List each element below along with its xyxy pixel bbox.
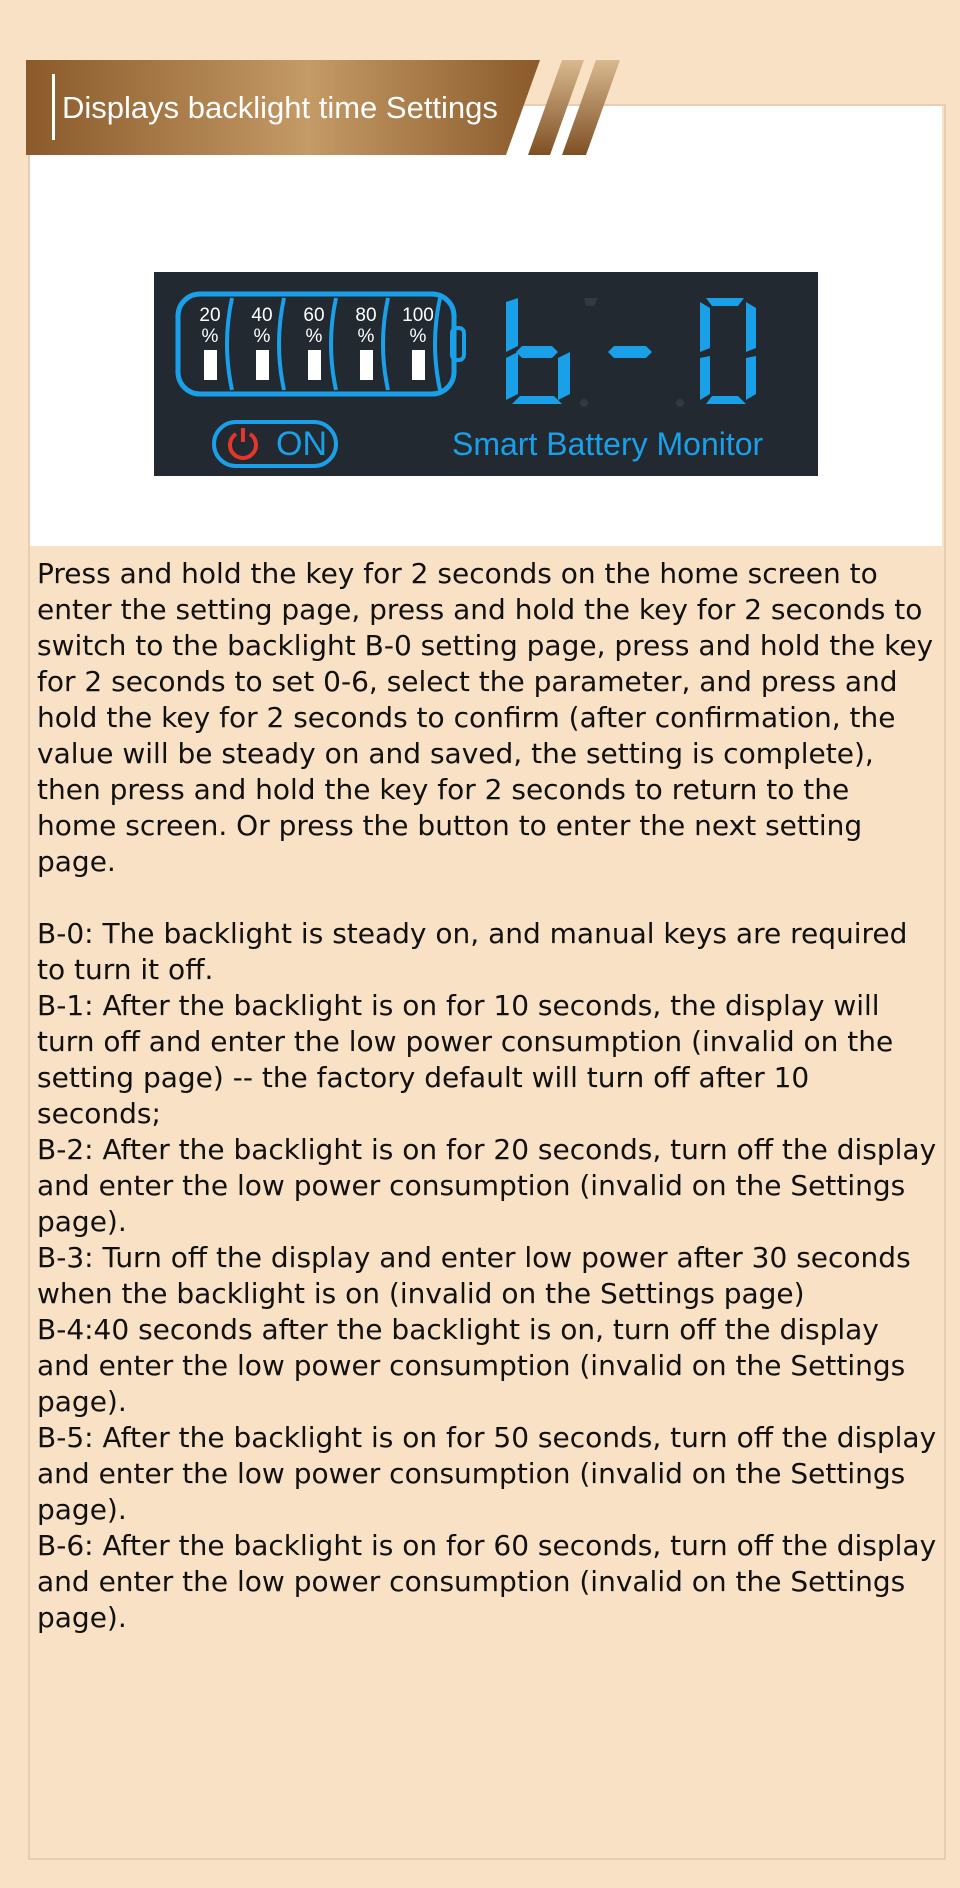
battery-monitor-display xyxy=(154,272,818,476)
brand-label: Smart Battery Monitor xyxy=(452,426,764,462)
intro-paragraph: Press and hold the key for 2 seconds on the home screen to enter the setting page, press and hold the key for 2 seconds to switch to the backlight B-0 setting page, press and hold the key for 2 seconds to set 0-6, select the parameter, and press and hold the key for 2 seconds to confirm (after confirmation, the value will be steady on and saved, the setting is complete), then press and hold the key for 2 seconds to return to the home screen. Or press the button to enter the next setting page. xyxy=(37,557,934,878)
level-label-60: 60 % xyxy=(303,305,325,347)
level-bar-2 xyxy=(256,350,269,380)
power-icon xyxy=(230,428,256,458)
mode-b4: B-4:40 seconds after the backlight is on, turn off the display and enter the low power consumption (invalid on the Settings page). xyxy=(37,1313,906,1418)
mode-b6: B-6: After the backlight is on for 60 seconds, turn off the display and enter the low power consumption (invalid on the Settings page). xyxy=(37,1529,937,1634)
instructions-text xyxy=(37,556,937,1636)
level-label-40: 40 % xyxy=(251,305,273,347)
battery-terminal-icon xyxy=(452,328,464,360)
segment-readout xyxy=(506,298,756,404)
level-bar-3 xyxy=(308,350,321,380)
header-banner xyxy=(0,0,960,170)
level-label-80: 80 % xyxy=(355,305,377,347)
level-bar-1 xyxy=(204,350,217,380)
mode-b0: B-0: The backlight is steady on, and manual keys are required to turn it off. xyxy=(37,917,908,986)
mode-b2: B-2: After the backlight is on for 20 seconds, turn off the display and enter the low power consumption (invalid on the Settings page). xyxy=(37,1133,937,1238)
mode-b3: B-3: Turn off the display and enter low power after 30 seconds when the backlight is on (invalid on the Settings page) xyxy=(37,1241,911,1310)
header-accent-bar xyxy=(52,74,55,140)
page-title: Displays backlight time Settings xyxy=(62,90,498,125)
mode-b1: B-1: After the backlight is on for 10 seconds, the display will turn off and enter the low power consumption (invalid on the setting page) -- the factory default will turn off after 10 seconds; xyxy=(37,989,894,1130)
mode-b5: B-5: After the backlight is on for 50 seconds, turn off the display and enter the low power consumption (invalid on the Settings page). xyxy=(37,1421,937,1526)
level-bar-5 xyxy=(412,350,425,380)
level-bar-4 xyxy=(360,350,373,380)
on-label: ON xyxy=(276,425,327,463)
level-label-100: 100 % xyxy=(402,305,434,347)
level-label-20: 20 % xyxy=(199,305,221,347)
